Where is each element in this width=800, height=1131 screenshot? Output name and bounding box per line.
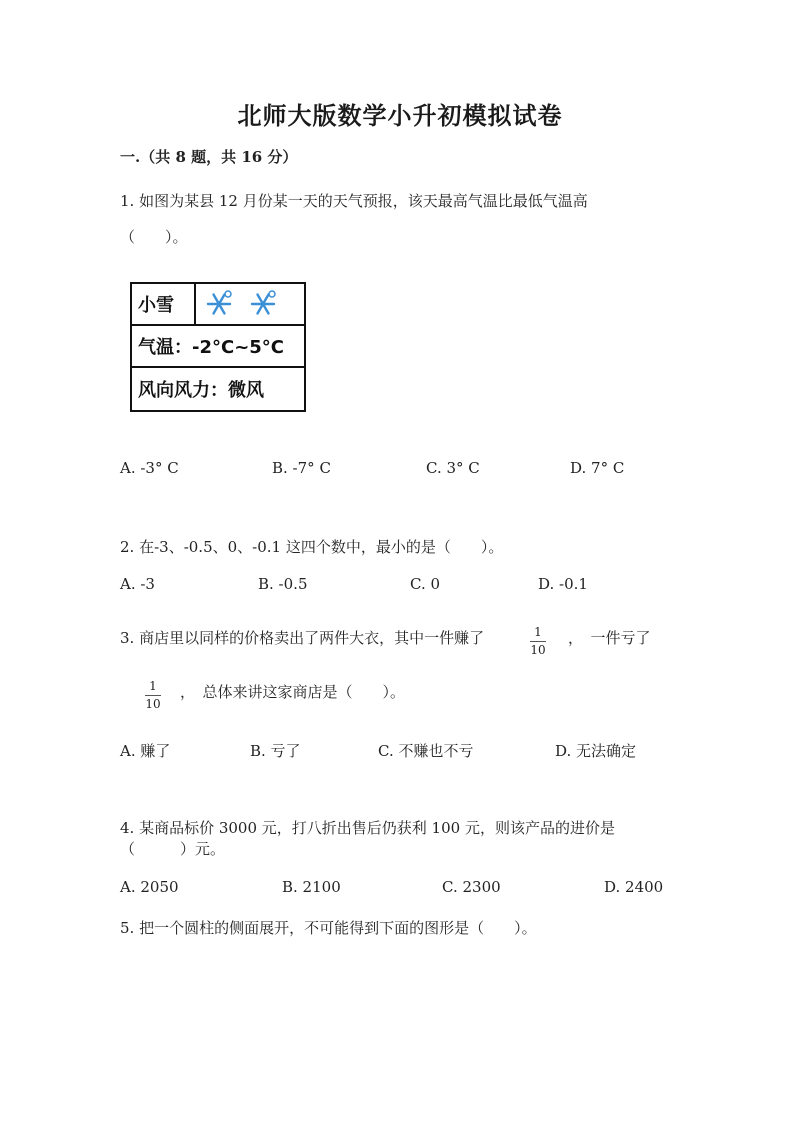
q3-text-line1a: 3. 商店里以同样的价格卖出了两件大衣，其中一件赚了 — [120, 629, 485, 647]
section-header: 一.（共 8 题，共 16 分） — [120, 148, 298, 166]
fraction-bar — [530, 641, 546, 642]
q4-option-b[interactable]: B. 2100 — [282, 878, 341, 896]
q3-fraction-1 — [530, 622, 546, 657]
q3-option-a[interactable]: A. 赚了 — [120, 742, 171, 760]
weather-row-temp — [132, 326, 304, 368]
q1-option-a[interactable]: A. -3° C — [120, 459, 179, 477]
q5-text: 5. 把一个圆柱的侧面展开，不可能得到下面的图形是（ ）。 — [120, 919, 537, 937]
q3-fraction-2-denominator: 10 — [145, 697, 161, 711]
snowflake-icon — [248, 289, 278, 319]
q3-text-line2: ， 总体来讲这家商店是（ ）。 — [180, 683, 406, 701]
q1-text-line1: 1. 如图为某县 12 月份某一天的天气预报，该天最高气温比最低气温高 — [120, 192, 588, 210]
q4-text-line1: 4. 某商品标价 3000 元，打八折出售后仍获利 100 元，则该产品的进价是 — [120, 819, 615, 837]
q4-option-c[interactable]: C. 2300 — [442, 878, 501, 896]
q2-option-a[interactable]: A. -3 — [120, 575, 155, 593]
q1-option-d[interactable]: D. 7° C — [570, 459, 625, 477]
q4-option-d[interactable]: D. 2400 — [604, 878, 664, 896]
q2-option-d[interactable]: D. -0.1 — [538, 575, 588, 593]
weather-row-wind — [132, 368, 304, 410]
q1-text-line2: （ ）。 — [120, 228, 188, 246]
page-title: 北师大版数学小升初模拟试卷 — [237, 102, 563, 130]
q2-text: 2. 在-3、-0.5、0、-0.1 这四个数中，最小的是（ ）。 — [120, 538, 504, 556]
weather-condition: 小雪 — [138, 295, 174, 316]
q3-option-b[interactable]: B. 亏了 — [250, 742, 301, 760]
q2-option-c[interactable]: C. 0 — [410, 575, 441, 593]
weather-forecast-figure — [130, 282, 306, 412]
q4-text-line2: （ ）元。 — [120, 840, 226, 858]
weather-temp: 气温：-2°C~5°C — [138, 337, 285, 358]
q4-option-a[interactable]: A. 2050 — [120, 878, 179, 896]
q1-option-b[interactable]: B. -7° C — [272, 459, 331, 477]
q3-option-d[interactable]: D. 无法确定 — [555, 742, 637, 760]
q3-fraction-2-numerator: 1 — [149, 679, 157, 693]
q3-text-line1b: ， 一件亏了 — [568, 629, 651, 647]
snowflake-icon — [204, 289, 234, 319]
weather-wind: 风向风力：微风 — [138, 380, 264, 401]
q3-option-c[interactable]: C. 不赚也不亏 — [378, 742, 474, 760]
q3-fraction-2 — [145, 676, 161, 711]
q2-option-b[interactable]: B. -0.5 — [258, 575, 308, 593]
q3-fraction-1-numerator: 1 — [534, 625, 542, 639]
q3-fraction-1-denominator: 10 — [530, 643, 546, 657]
q1-option-c[interactable]: C. 3° C — [426, 459, 480, 477]
weather-row-condition — [132, 284, 304, 326]
fraction-bar — [145, 695, 161, 696]
